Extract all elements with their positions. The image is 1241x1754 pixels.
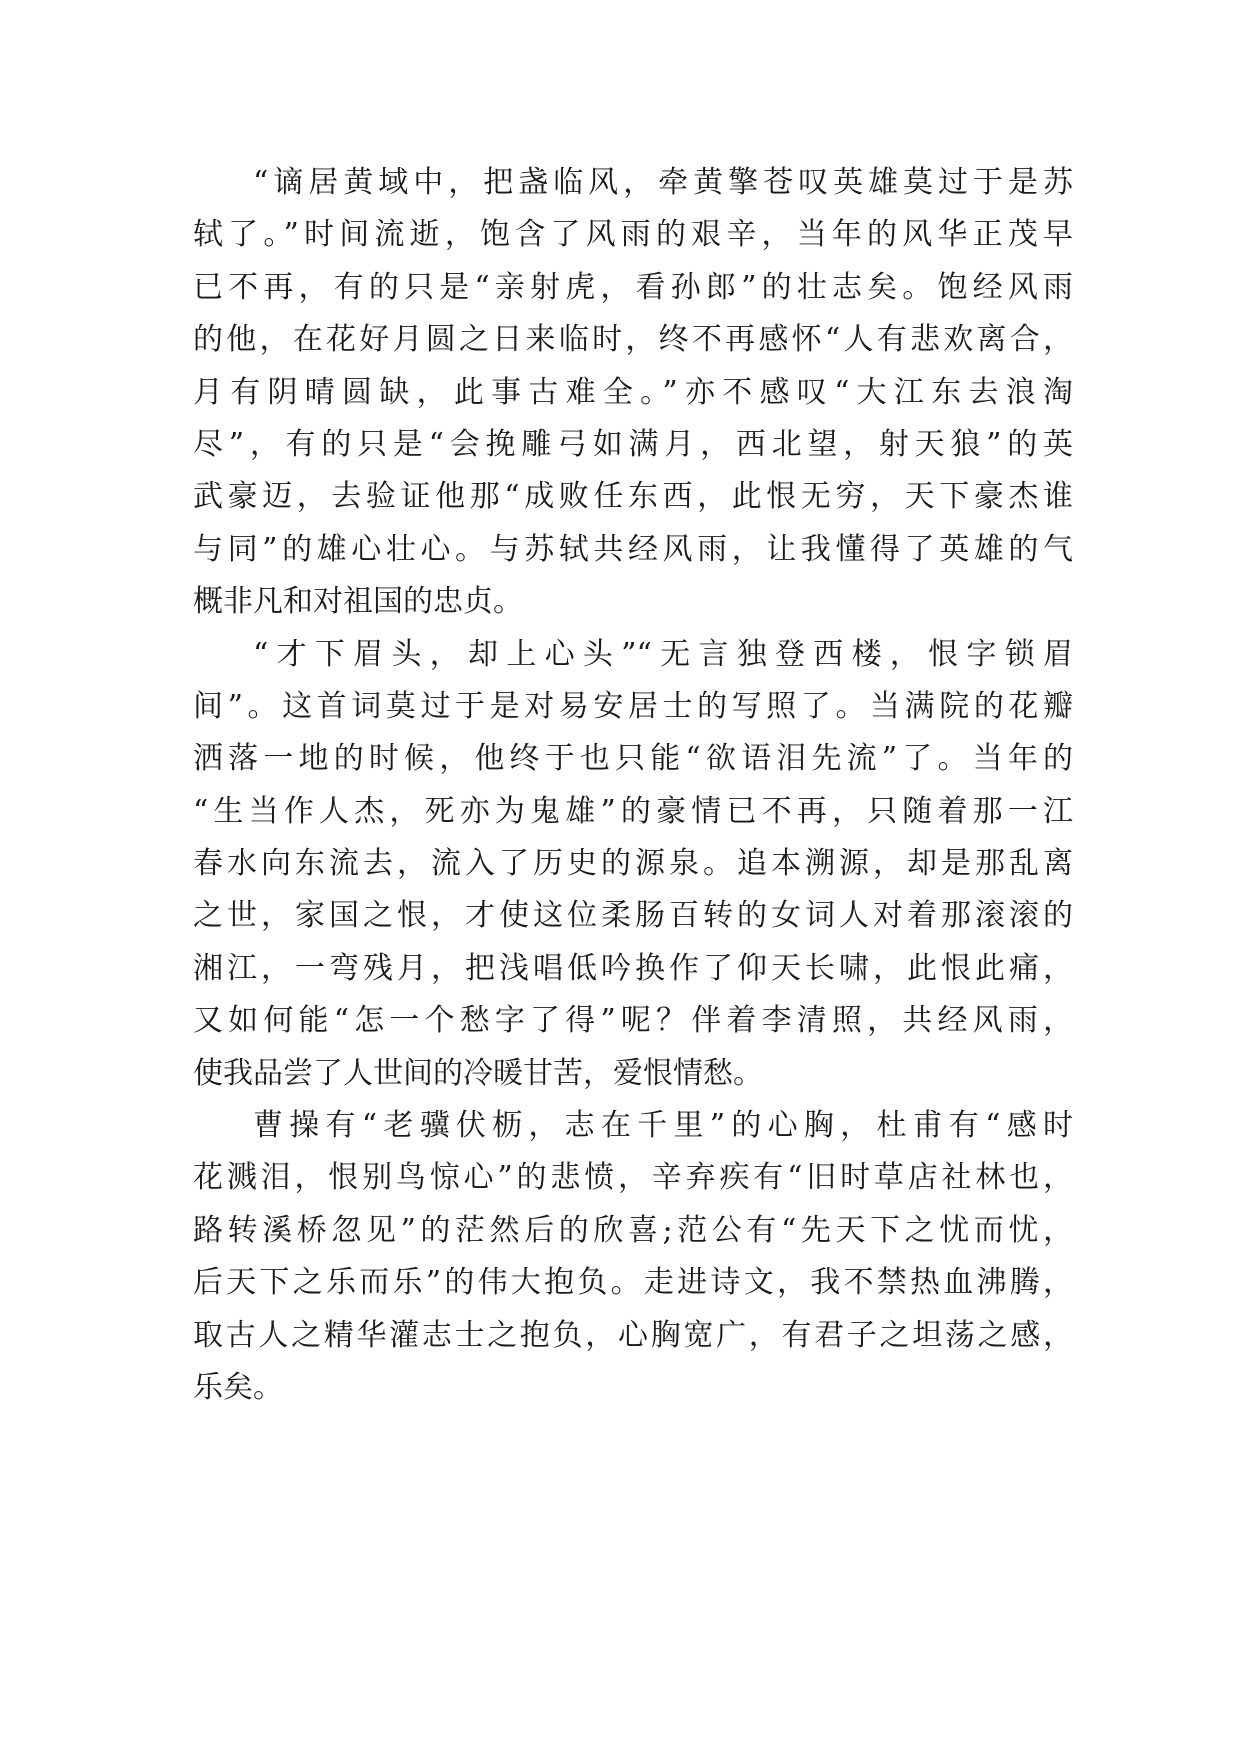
- text-line: 月有阴晴圆缺，此事古难全。”亦不感叹“大江东去浪淘: [193, 374, 1073, 410]
- text-line: 概非凡和对祖国的忠贞。: [193, 584, 523, 620]
- text-line: 武豪迈，去验证他那“成败任东西，此恨无穷，天下豪杰谁: [193, 479, 1073, 515]
- text-line: 使我品尝了人世间的冷暖甘苦，爱恨情愁。: [193, 1055, 763, 1091]
- paragraph-su-shi: [193, 157, 1073, 629]
- text-line: 轼了。”时间流逝，饱含了风雨的艰辛，当年的风华正茂早: [193, 217, 1073, 253]
- text-line: 春水向东流去，流入了历史的源泉。追本溯源，却是那乱离: [193, 846, 1073, 882]
- text-line: 路转溪桥忽见”的茫然后的欣喜;范公有“先天下之忧而忧，: [193, 1212, 1073, 1248]
- paragraph-ancient-poets: [193, 1100, 1073, 1414]
- text-line: 的他，在花好月圆之日来临时，终不再感怀“人有悲欢离合，: [193, 322, 1073, 358]
- text-line: 与同”的雄心壮心。与苏轼共经风雨，让我懂得了英雄的气: [193, 531, 1073, 567]
- text-line: 湘江，一弯残月，把浅唱低吟换作了仰天长啸，此恨此痛，: [193, 950, 1073, 986]
- text-line: 已不再，有的只是“亲射虎，看孙郎”的壮志矣。饱经风雨: [193, 269, 1073, 305]
- paragraph-li-qingzhao: [193, 629, 1073, 1101]
- essay-body: [193, 157, 1073, 1414]
- text-line: 又如何能“怎一个愁字了得”呢？伴着李清照，共经风雨，: [193, 1003, 1073, 1039]
- text-line: 花溅泪，恨别鸟惊心”的悲愤，辛弃疾有“旧时草店社林也，: [193, 1160, 1073, 1196]
- text-line: “生当作人杰，死亦为鬼雄”的豪情已不再，只随着那一江: [193, 793, 1073, 829]
- text-line: 后天下之乐而乐”的伟大抱负。走进诗文，我不禁热血沸腾，: [193, 1265, 1073, 1301]
- text-line: “才下眉头，却上心头”“无言独登西楼，恨字锁眉: [253, 636, 1073, 672]
- text-line: 之世，家国之恨，才使这位柔肠百转的女词人对着那滚滚的: [193, 898, 1073, 934]
- text-line: “谪居黄域中，把盏临风，牵黄擎苍叹英雄莫过于是苏: [253, 165, 1073, 200]
- text-line: 尽”，有的只是“会挽雕弓如满月，西北望，射天狼”的英: [193, 426, 1073, 462]
- text-line: 间”。这首词莫过于是对易安居士的写照了。当满院的花瓣: [193, 688, 1073, 724]
- text-line: 乐矣。: [193, 1369, 283, 1405]
- text-line: 取古人之精华灌志士之抱负，心胸宽广，有君子之坦荡之感，: [193, 1317, 1073, 1353]
- text-line: 曹操有“老骥伏枥，志在千里”的心胸，杜甫有“感时: [253, 1108, 1073, 1144]
- text-line: 洒落一地的时候，他终于也只能“欲语泪先流”了。当年的: [193, 741, 1073, 777]
